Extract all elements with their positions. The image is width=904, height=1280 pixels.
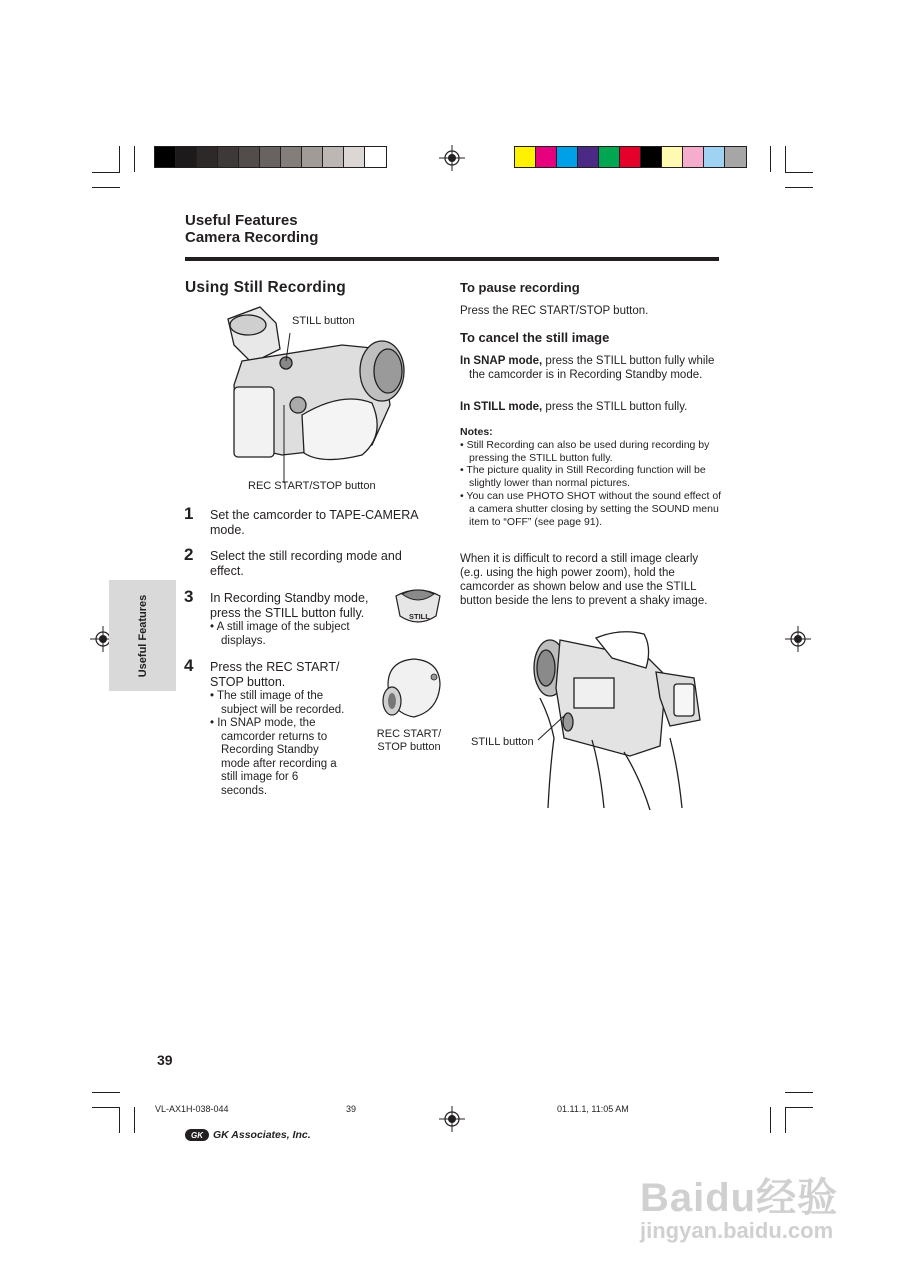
crop-mark xyxy=(785,1107,786,1133)
crop-mark xyxy=(785,146,786,172)
crop-mark xyxy=(134,1107,135,1133)
color-swatch xyxy=(155,147,176,167)
still-button-label-2: STILL button xyxy=(471,736,534,748)
crop-mark xyxy=(785,1107,813,1108)
crop-mark xyxy=(92,187,120,188)
footer-page: 39 xyxy=(346,1104,357,1114)
step-bullets xyxy=(210,621,375,648)
watermark-url: jingyan.baidu.com xyxy=(640,1218,834,1243)
crop-mark xyxy=(770,146,771,172)
color-swatch xyxy=(599,147,620,167)
cancel-still-bold: In STILL mode, xyxy=(460,401,543,413)
page-number: 39 xyxy=(157,1052,173,1068)
crop-mark xyxy=(785,1092,813,1093)
color-swatch xyxy=(344,147,365,167)
crop-mark xyxy=(92,1107,120,1108)
list-item: • The still image of the subject will be recorded. xyxy=(210,690,345,716)
color-swatch xyxy=(641,147,662,167)
company-name: GK Associates, Inc. xyxy=(213,1129,311,1141)
registration-mark-icon xyxy=(785,626,811,652)
color-swatch xyxy=(536,147,557,167)
step-number: 2 xyxy=(184,545,194,564)
color-swatch xyxy=(683,147,704,167)
gray-calibration-bar xyxy=(154,146,387,168)
step-text: Set the camcorder to TAPE-CAMERA mode. xyxy=(210,508,418,537)
step-number: 3 xyxy=(184,587,194,606)
step-text: Press the REC START/ STOP button. xyxy=(210,660,340,689)
crop-mark xyxy=(119,146,120,172)
hands-holding-camcorder-illustration xyxy=(520,628,720,812)
crop-mark xyxy=(92,1092,120,1093)
color-swatch xyxy=(704,147,725,167)
color-swatch xyxy=(197,147,218,167)
crop-mark xyxy=(92,172,120,173)
crop-mark xyxy=(770,1107,771,1133)
footer-datetime: 01.11.1, 11:05 AM xyxy=(557,1104,629,1114)
crop-mark xyxy=(785,187,813,188)
section-title: Using Still Recording xyxy=(185,279,346,296)
notes xyxy=(460,426,722,528)
header-line-2: Camera Recording xyxy=(185,229,319,246)
list-item: • The picture quality in Still Recording function will be slightly lower than normal pictures. xyxy=(460,464,706,490)
cancel-still-text: press the STILL button fully. xyxy=(545,401,688,413)
color-swatch xyxy=(725,147,746,167)
color-swatch xyxy=(365,147,386,167)
cancel-title: To cancel the still image xyxy=(460,330,610,345)
step-text: Select the still recording mode and effect. xyxy=(210,549,402,578)
watermark-brand: Baidu经验 xyxy=(640,1176,839,1220)
list-item: • In SNAP mode, the camcorder returns to Recording Standby mode after recording a still image for 6 seconds. xyxy=(210,717,337,797)
list-item: • A still image of the subject displays. xyxy=(210,621,350,647)
pause-title: To pause recording xyxy=(460,280,580,295)
rec-start-stop-label: REC START/STOP button xyxy=(248,480,376,492)
color-swatch xyxy=(260,147,281,167)
color-swatch xyxy=(323,147,344,167)
step-number: 1 xyxy=(184,504,194,523)
header-rule xyxy=(185,257,719,261)
color-swatch xyxy=(302,147,323,167)
color-swatch xyxy=(578,147,599,167)
list-item: • You can use PHOTO SHOT without the sound effect of a camera shutter closing by setting the SOUND menu item to “OFF” (see page 91). xyxy=(460,489,722,528)
still-key-label: STILL xyxy=(409,612,430,621)
gk-logo: GK xyxy=(185,1129,209,1141)
cancel-snap-text: press the STILL button fully while the camcorder is in Recording Standby mode. xyxy=(469,355,715,381)
header-line-1: Useful Features xyxy=(185,212,298,229)
cancel-still xyxy=(460,400,722,414)
pause-text: Press the REC START/STOP button. xyxy=(460,305,649,317)
page-header xyxy=(185,212,318,246)
footer-code: VL-AX1H-038-044 xyxy=(155,1104,229,1114)
crop-mark xyxy=(785,172,813,173)
color-swatch xyxy=(239,147,260,167)
color-swatch xyxy=(176,147,197,167)
camcorder-still-button-illustration xyxy=(222,305,412,485)
cancel-snap-bold: In SNAP mode, xyxy=(460,355,543,367)
rec-start-stop-illustration xyxy=(378,655,444,727)
registration-mark-icon xyxy=(439,145,465,171)
notes-title: Notes: xyxy=(460,426,493,438)
still-button-label: STILL button xyxy=(292,315,355,327)
still-key-illustration xyxy=(392,586,444,630)
crop-mark xyxy=(119,1107,120,1133)
color-calibration-bar xyxy=(514,146,747,168)
side-tab xyxy=(109,580,176,691)
crop-mark xyxy=(134,146,135,172)
color-swatch xyxy=(662,147,683,167)
color-swatch xyxy=(557,147,578,167)
hold-camcorder-text: When it is difficult to record a still image clearly (e.g. using the high power zoom), hold the camcorder as shown below and use the STILL button beside the lens to prevent a shaky image. xyxy=(460,553,708,607)
list-item: • Still Recording can also be used during recording by pressing the STILL button fully. xyxy=(460,438,710,464)
color-swatch xyxy=(281,147,302,167)
side-tab-label: Useful Features xyxy=(136,594,149,677)
color-swatch xyxy=(620,147,641,167)
step-bullets xyxy=(210,690,350,717)
step-text: In Recording Standby mode, press the STILL button fully. xyxy=(210,591,369,620)
color-swatch xyxy=(515,147,536,167)
registration-mark-icon xyxy=(439,1106,465,1132)
rec-start-stop-figure-label: REC START/ STOP button xyxy=(376,728,442,753)
step-number: 4 xyxy=(184,656,194,675)
color-swatch xyxy=(218,147,239,167)
company-credit xyxy=(185,1129,311,1141)
cancel-snap xyxy=(460,354,729,382)
